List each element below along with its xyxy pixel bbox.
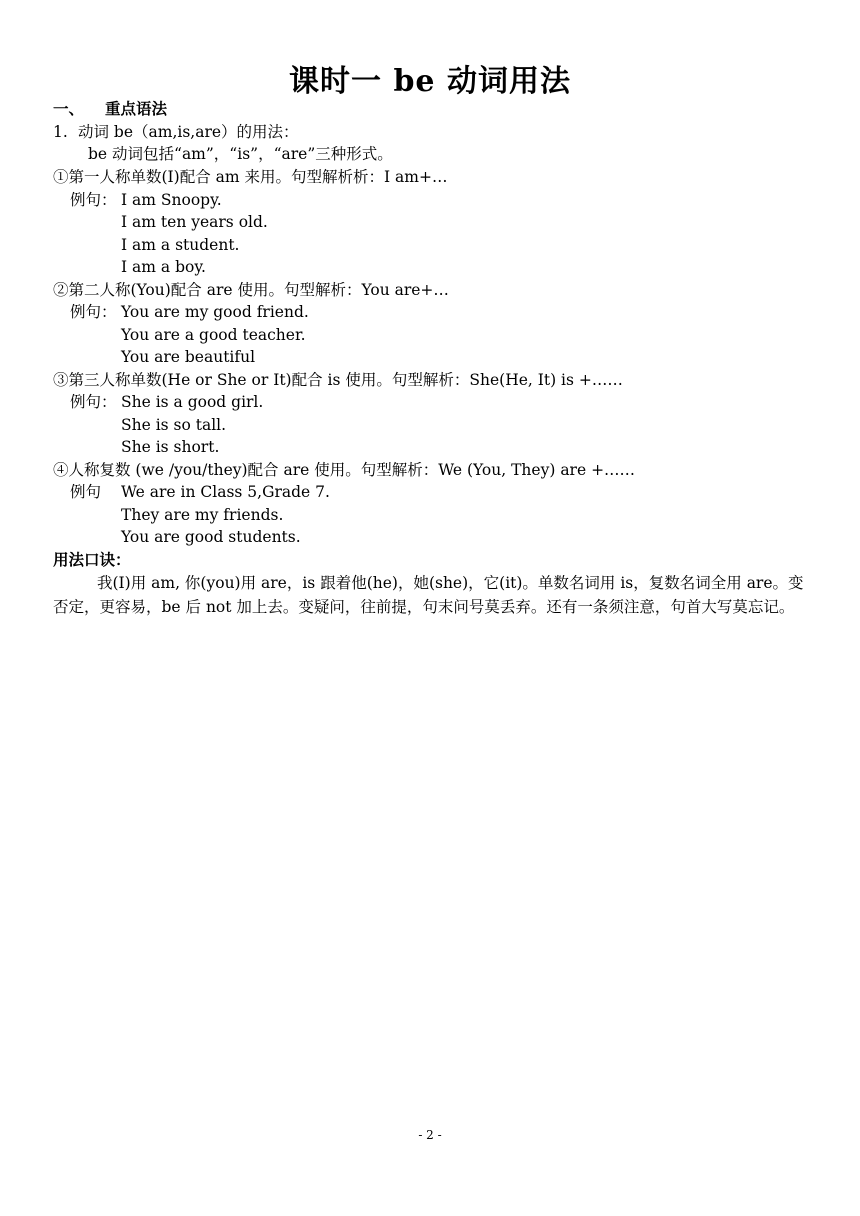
example-sentence: We are in Class 5,Grade 7. bbox=[121, 483, 330, 501]
example-sentence: You are my good friend. bbox=[121, 303, 309, 321]
example-sentence: She is a good girl. bbox=[121, 393, 264, 411]
example-sentence: They are my friends. bbox=[121, 506, 284, 524]
section-heading: 重点语法 bbox=[105, 99, 168, 118]
rule-heading: ①第一人称单数(I)配合 am 来用。句型解析析：I am+… bbox=[53, 168, 448, 186]
example-sentence: I am a boy. bbox=[121, 258, 206, 276]
mnemonic-paragraph: 我(I)用 am, 你(you)用 are，is 跟着他(he)，她(she)，它(it)。单数名词用 is，复数名词全用 are。变否定，更容易，be 后 not 加上去。变疑问，往前提，句末问号莫丢弃。还有一条须注意，句首大写莫忘记。 bbox=[53, 574, 804, 616]
page-title: 课时一 be 动词用法 bbox=[289, 64, 571, 99]
item-number: 1. bbox=[53, 123, 68, 141]
page-number: - 2 - bbox=[418, 1128, 442, 1142]
example-sentence: You are beautiful bbox=[121, 348, 256, 366]
section-number: 一、 bbox=[53, 99, 85, 118]
rule-heading: ②第二人称(You)配合 are 使用。句型解析：You are+… bbox=[53, 281, 449, 299]
example-label: 例句 bbox=[70, 483, 102, 501]
item-subtext: be 动词包括“am”，“is”，“are”三种形式。 bbox=[88, 145, 393, 163]
rule-heading: ④人称复数 (we /you/they)配合 are 使用。句型解析：We (You, They) are +…… bbox=[53, 461, 636, 479]
example-sentence: I am ten years old. bbox=[121, 213, 268, 231]
item-text: 动词 be（am,is,are）的用法： bbox=[78, 123, 299, 141]
example-label: 例句： bbox=[70, 191, 117, 209]
example-sentence: You are a good teacher. bbox=[121, 326, 306, 344]
mnemonic-heading: 用法口诀： bbox=[53, 550, 131, 569]
rule-heading: ③第三人称单数(He or She or It)配合 is 使用。句型解析：She(He, It) is +…… bbox=[53, 371, 623, 389]
example-sentence: I am a student. bbox=[121, 236, 240, 254]
example-label: 例句： bbox=[70, 393, 117, 411]
example-sentence: She is short. bbox=[121, 438, 220, 456]
example-sentence: You are good students. bbox=[121, 528, 301, 546]
example-label: 例句： bbox=[70, 303, 117, 321]
example-sentence: I am Snoopy. bbox=[121, 191, 222, 209]
example-sentence: She is so tall. bbox=[121, 416, 227, 434]
